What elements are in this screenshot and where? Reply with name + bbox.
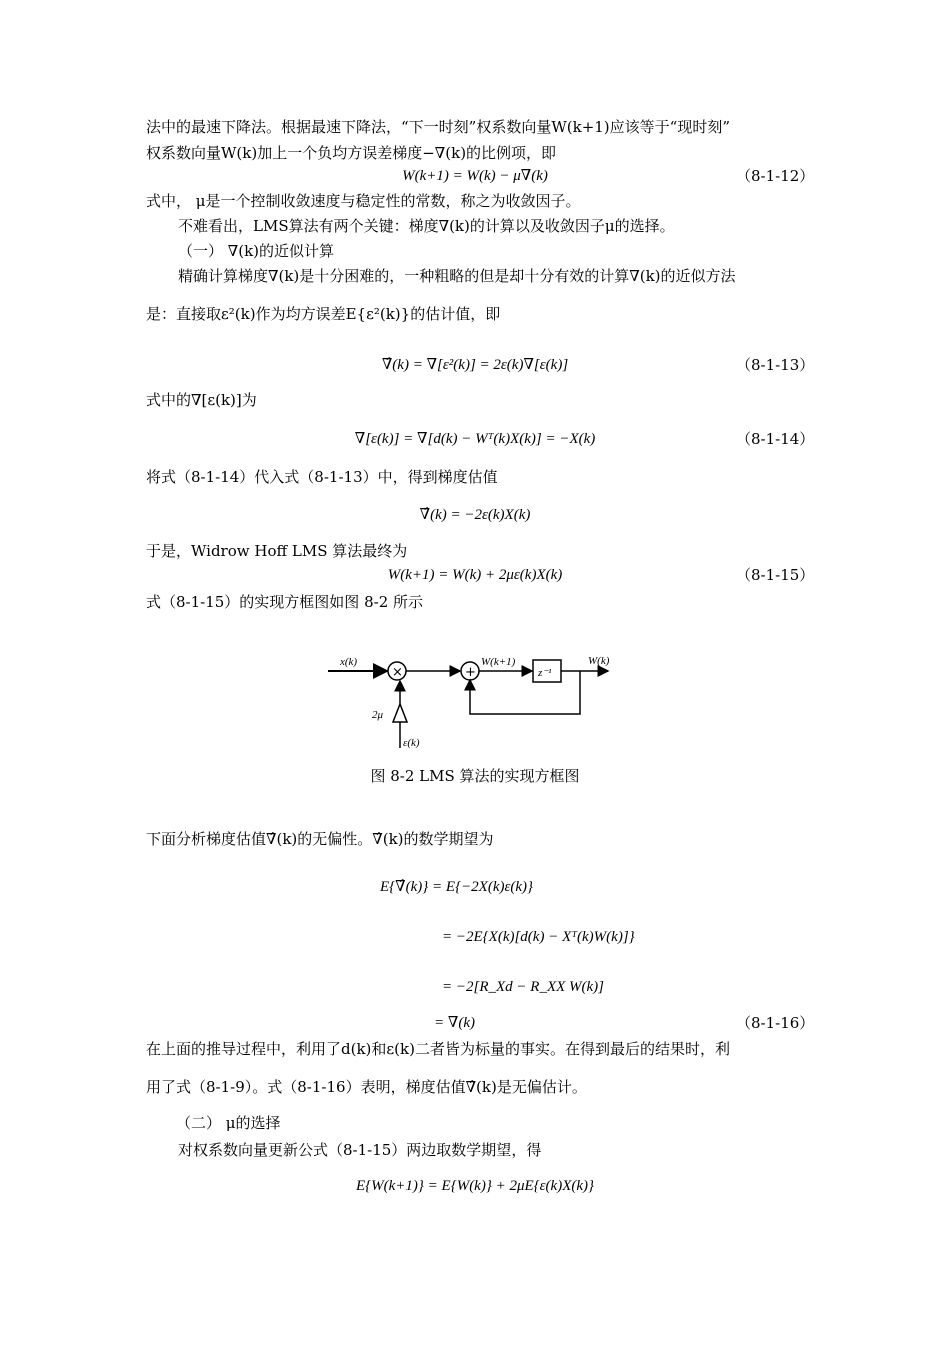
- equation-8-1-13: ∇̂(k) = ∇[ε²(k)] = 2ε(k)∇[ε(k)]: [381, 357, 569, 373]
- delay-label: z⁻¹: [538, 667, 552, 679]
- equation-number-8-1-14: （8-1-14）: [736, 430, 815, 448]
- para-line-4: 不难看出，LMS算法有两个关键：梯度∇(k)的计算以及收敛因子μ的选择。: [178, 217, 675, 235]
- lms-block-diagram: [320, 650, 620, 758]
- gain-triangle: [393, 704, 407, 722]
- adder-symbol: +: [465, 665, 476, 680]
- section-heading-1: （一） ∇(k)的近似计算: [178, 242, 335, 260]
- adder-output-label: W(k+1): [481, 656, 516, 668]
- equation-number-8-1-12: （8-1-12）: [736, 167, 815, 185]
- error-label: ε(k): [403, 737, 420, 749]
- para-line-11: 式（8-1-15）的实现方框图如图 8-2 所示: [146, 593, 424, 611]
- para-line-2: 权系数向量W(k)加上一个负均方误差梯度−∇(k)的比例项，即: [146, 144, 557, 162]
- para-line-1: 法中的最速下降法。根据最速下降法，“下一时刻”权系数向量W(k+1)应该等于“现时刻”: [146, 118, 731, 136]
- output-label: W(k): [588, 655, 610, 667]
- multiplier-symbol: ×: [392, 665, 403, 680]
- para-line-8: 式中的∇[ε(k)]为: [146, 391, 257, 409]
- para-line-3: 式中， μ是一个控制收敛速度与稳定性的常数，称之为收敛因子。: [146, 192, 581, 210]
- para-line-6: 精确计算梯度∇(k)是十分困难的，一种粗略的但是却十分有效的计算∇(k)的近似方法: [178, 267, 736, 285]
- equation-number-8-1-13: （8-1-13）: [736, 356, 815, 374]
- equation-8-1-16-line-b: = −2E{X(k)[d(k) − Xᵀ(k)W(k)]}: [442, 929, 635, 945]
- equation-8-1-16-line-c: = −2[R_Xd − R_XX W(k)]: [442, 979, 604, 995]
- para-line-9: 将式（8-1-14）代入式（8-1-13）中，得到梯度估值: [146, 468, 498, 486]
- feedback-path: [470, 671, 580, 714]
- input-label: x(k): [340, 656, 358, 668]
- equation-8-1-14: ∇[ε(k)] = ∇[d(k) − Wᵀ(k)X(k)] = −X(k): [354, 431, 596, 447]
- gain-label: 2μ: [372, 709, 384, 721]
- equation-gradient-estimate: ∇̂(k) = −2ε(k)X(k): [419, 507, 531, 523]
- figure-caption: 图 8-2 LMS 算法的实现方框图: [370, 767, 580, 785]
- equation-8-1-16-line-a: E{∇̂(k)} = E{−2X(k)ε(k)}: [380, 879, 534, 895]
- para-line-14: 用了式（8-1-9）。式（8-1-16）表明，梯度估值∇̂(k)是无偏估计。: [146, 1078, 587, 1096]
- equation-number-8-1-16: （8-1-16）: [736, 1014, 815, 1032]
- para-line-10: 于是，Widrow Hoff LMS 算法最终为: [146, 542, 408, 560]
- equation-expectation: E{W(k+1)} = E{W(k)} + 2μE{ε(k)X(k)}: [355, 1178, 595, 1194]
- equation-number-8-1-15: （8-1-15）: [736, 566, 815, 584]
- equation-8-1-12: W(k+1) = W(k) − μ∇(k): [402, 168, 548, 184]
- para-line-7: 是：直接取ε²(k)作为均方误差E{ε²(k)}的估计值，即: [146, 305, 501, 323]
- para-line-16: 对权系数向量更新公式（8-1-15）两边取数学期望，得: [178, 1141, 542, 1159]
- equation-8-1-16-line-d: = ∇(k): [434, 1015, 475, 1031]
- para-line-12: 下面分析梯度估值∇̂(k)的无偏性。∇̂(k)的数学期望为: [146, 830, 494, 848]
- equation-8-1-15: W(k+1) = W(k) + 2με(k)X(k): [387, 567, 563, 583]
- section-heading-2: （二） μ的选择: [176, 1114, 281, 1132]
- para-line-13: 在上面的推导过程中，利用了d(k)和ε(k)二者皆为标量的事实。在得到最后的结果时，利: [146, 1040, 730, 1058]
